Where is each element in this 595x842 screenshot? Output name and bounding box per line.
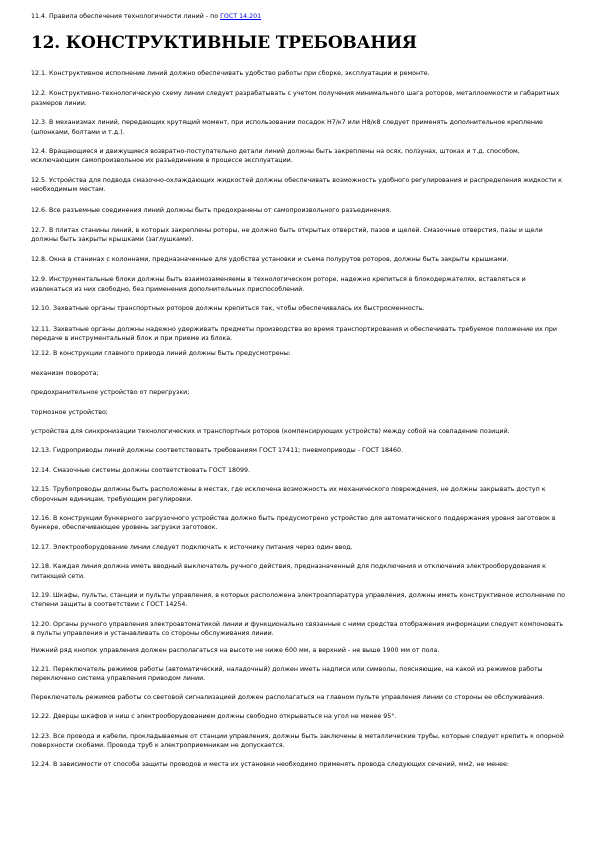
paragraph-12-9: 12.9. Инструментальные блоки должны быть взаимозаменяемы в технологическом роторе, надежно крепиться в блокодержателях, вставляться и извлекаться из них свободно, без применения дополнительных приспособлений.	[31, 276, 526, 293]
document-body	[31, 12, 567, 770]
paragraph-12-1: 12.1. Конструктивное исполнение линий должно обеспечивать удобство работы при сборке, эксплуатации и ремонте.	[31, 70, 430, 77]
paragraph-12-20: 12.20. Органы ручного управления электроавтоматикой линии и функционально связанные с ними средства отображения информации следует компоновать в пульты управления и устанавливать со стороны обслуживания линии.	[31, 620, 564, 638]
list-item-overload: предохранительное устройство от перегрузки;	[31, 389, 190, 397]
paragraph-12-7: 12.7. В плитах станины линий, в которых закреплены роторы, не должно быть открытых отверстий, пазов и щелей. Смазочные отверстия, пазы и щели должны быть закрыты крышками (заглушками).	[31, 227, 543, 244]
paragraph-12-21: 12.21. Переключатель режимов работы (автоматический, наладочный) должен иметь надписи или символы, поясняющие, на какой из режимов работы переключено система управления приводом линии.	[31, 666, 543, 683]
paragraph-12-14: 12.14. Смазочные системы должны соответствовать ГОСТ 18099.	[31, 466, 251, 474]
section-title: 12. КОНСТРУКТИВНЫЕ ТРЕБОВАНИЯ	[31, 33, 417, 53]
paragraph-12-13: 12.13. Гидроприводы линий должны соответствовать требованиям ГОСТ 17411; пневмоприводы - ГОСТ 18460.	[31, 447, 404, 455]
list-item-rotation: механизм поворота;	[31, 369, 99, 377]
paragraph-12-8: 12.8. Окна в станинах с колоннами, предназначенные для удобства установки и съема полурутов роторов, должны быть закрыты крышками.	[31, 255, 509, 263]
paragraph-12-10: 12.10. Захватные органы транспортных роторов должны крепиться так, чтобы обеспечивалась их быстросменность.	[31, 305, 425, 313]
paragraph-12-3: 12.3. В механизмах линий, передающих крутящий момент, при использовании посадок Н7/к7 или Н8/к8 следует применять дополнительное крепление (шпонками, болтами и т.д.).	[31, 119, 543, 136]
paragraph-12-15: 12.15. Трубопроводы должны быть расположены в местах, где исключена возможность их механического повреждения, не должны закрывать доступ к сборочным единицам, требующим регулировки.	[31, 486, 546, 503]
paragraph-12-2: 12.2. Конструктивно-технологическую схему линии следует разрабатывать с учетом получения минимального шага роторов, металлоемкости и габаритных размеров линии.	[31, 90, 560, 107]
top-note	[31, 12, 567, 21]
paragraph-12-17: 12.17. Электрооборудование линии следует подключать к источнику питания через один ввод.	[31, 543, 353, 551]
paragraph-12-4: 12.4. Вращающиеся и движущиеся возвратно-поступательно детали линий должны быть закреплены на осях, ползунах, штоках и т.д. способом, исключающим самопроизвольное их разъединение в процессе эксплуатации.	[31, 148, 520, 165]
paragraph-12-16: 12.16. В конструкции бункерного загрузочного устройства должно быть предусмотрено устройство для автоматического поддержания уровня заготовок в бункере, обеспечивающее уровень загрузки заготовок.	[31, 514, 556, 532]
gost-link[interactable]: ГОСТ 14.201	[220, 13, 262, 20]
paragraph-12-18: 12.18. Каждая линия должна иметь вводный выключатель ручного действия, предназначенный для подключения и отключения электрооборудования к питающей сети.	[31, 563, 546, 580]
paragraph-12-24: 12.24. В зависимости от способа защиты проводов и места их установки необходимо применять провода следующих сечений, мм2, не менее:	[31, 761, 509, 769]
paragraph-12-5: 12.5. Устройства для подвода смазочно-охлаждающих жидкостей должны обеспечивать возможность удобного регулирования и распределения жидкости к необходимым местам.	[31, 176, 562, 194]
paragraph-12-6: 12.6. Все разъемные соединения линий должны быть предохранены от самопроизвольного разъединения.	[31, 206, 392, 214]
paragraph-button-height: Нижний ряд кнопок управления должен располагаться на высоте не ниже 600 мм, а верхний - не выше 1900 мм от пола.	[31, 646, 440, 654]
paragraph-12-12: 12.12. В конструкции главного привода линий должны быть предусмотрены:	[31, 350, 291, 358]
paragraph-12-23: 12.23. Все провода и кабели, прокладываемые от станции управления, должны быть заключены в металлические трубы, которые следует крепить к опорной поверхности скобами. Провода труб к электроприемникам не допускается.	[31, 732, 564, 750]
paragraph-12-19: 12.19. Шкафы, пульты, станции и пульты управления, в которых расположена электроаппаратура управления, должны иметь конструктивное исполнение по степени защиты в соответствии с ГОСТ 14254.	[31, 592, 565, 609]
paragraph-mode-switch: Переключатель режимов работы со световой сигнализацией должен располагаться на главном пульте управления линии со стороны ее обслуживания.	[31, 693, 545, 701]
top-note-text: 11.4. Правила обеспечения технологичности линий - по	[31, 13, 219, 20]
list-item-brake: тормозное устройство;	[31, 408, 108, 416]
list-item-sync: устройства для синхронизации технологических и транспортных роторов (компенсирующих устройств) между собой на совпадение позиций.	[31, 427, 510, 435]
paragraph-12-11: 12.11. Захватные органы должны надежно удерживать предметы производства во время транспортирования и обеспечивать требуемое положение их при передаче в инструментальный блок и при приеме из блока.	[31, 325, 557, 342]
paragraph-12-22: 12.22. Дверцы шкафов и ниш с электрооборудованием должны свободно открываться на угол не менее 95°.	[31, 713, 397, 721]
